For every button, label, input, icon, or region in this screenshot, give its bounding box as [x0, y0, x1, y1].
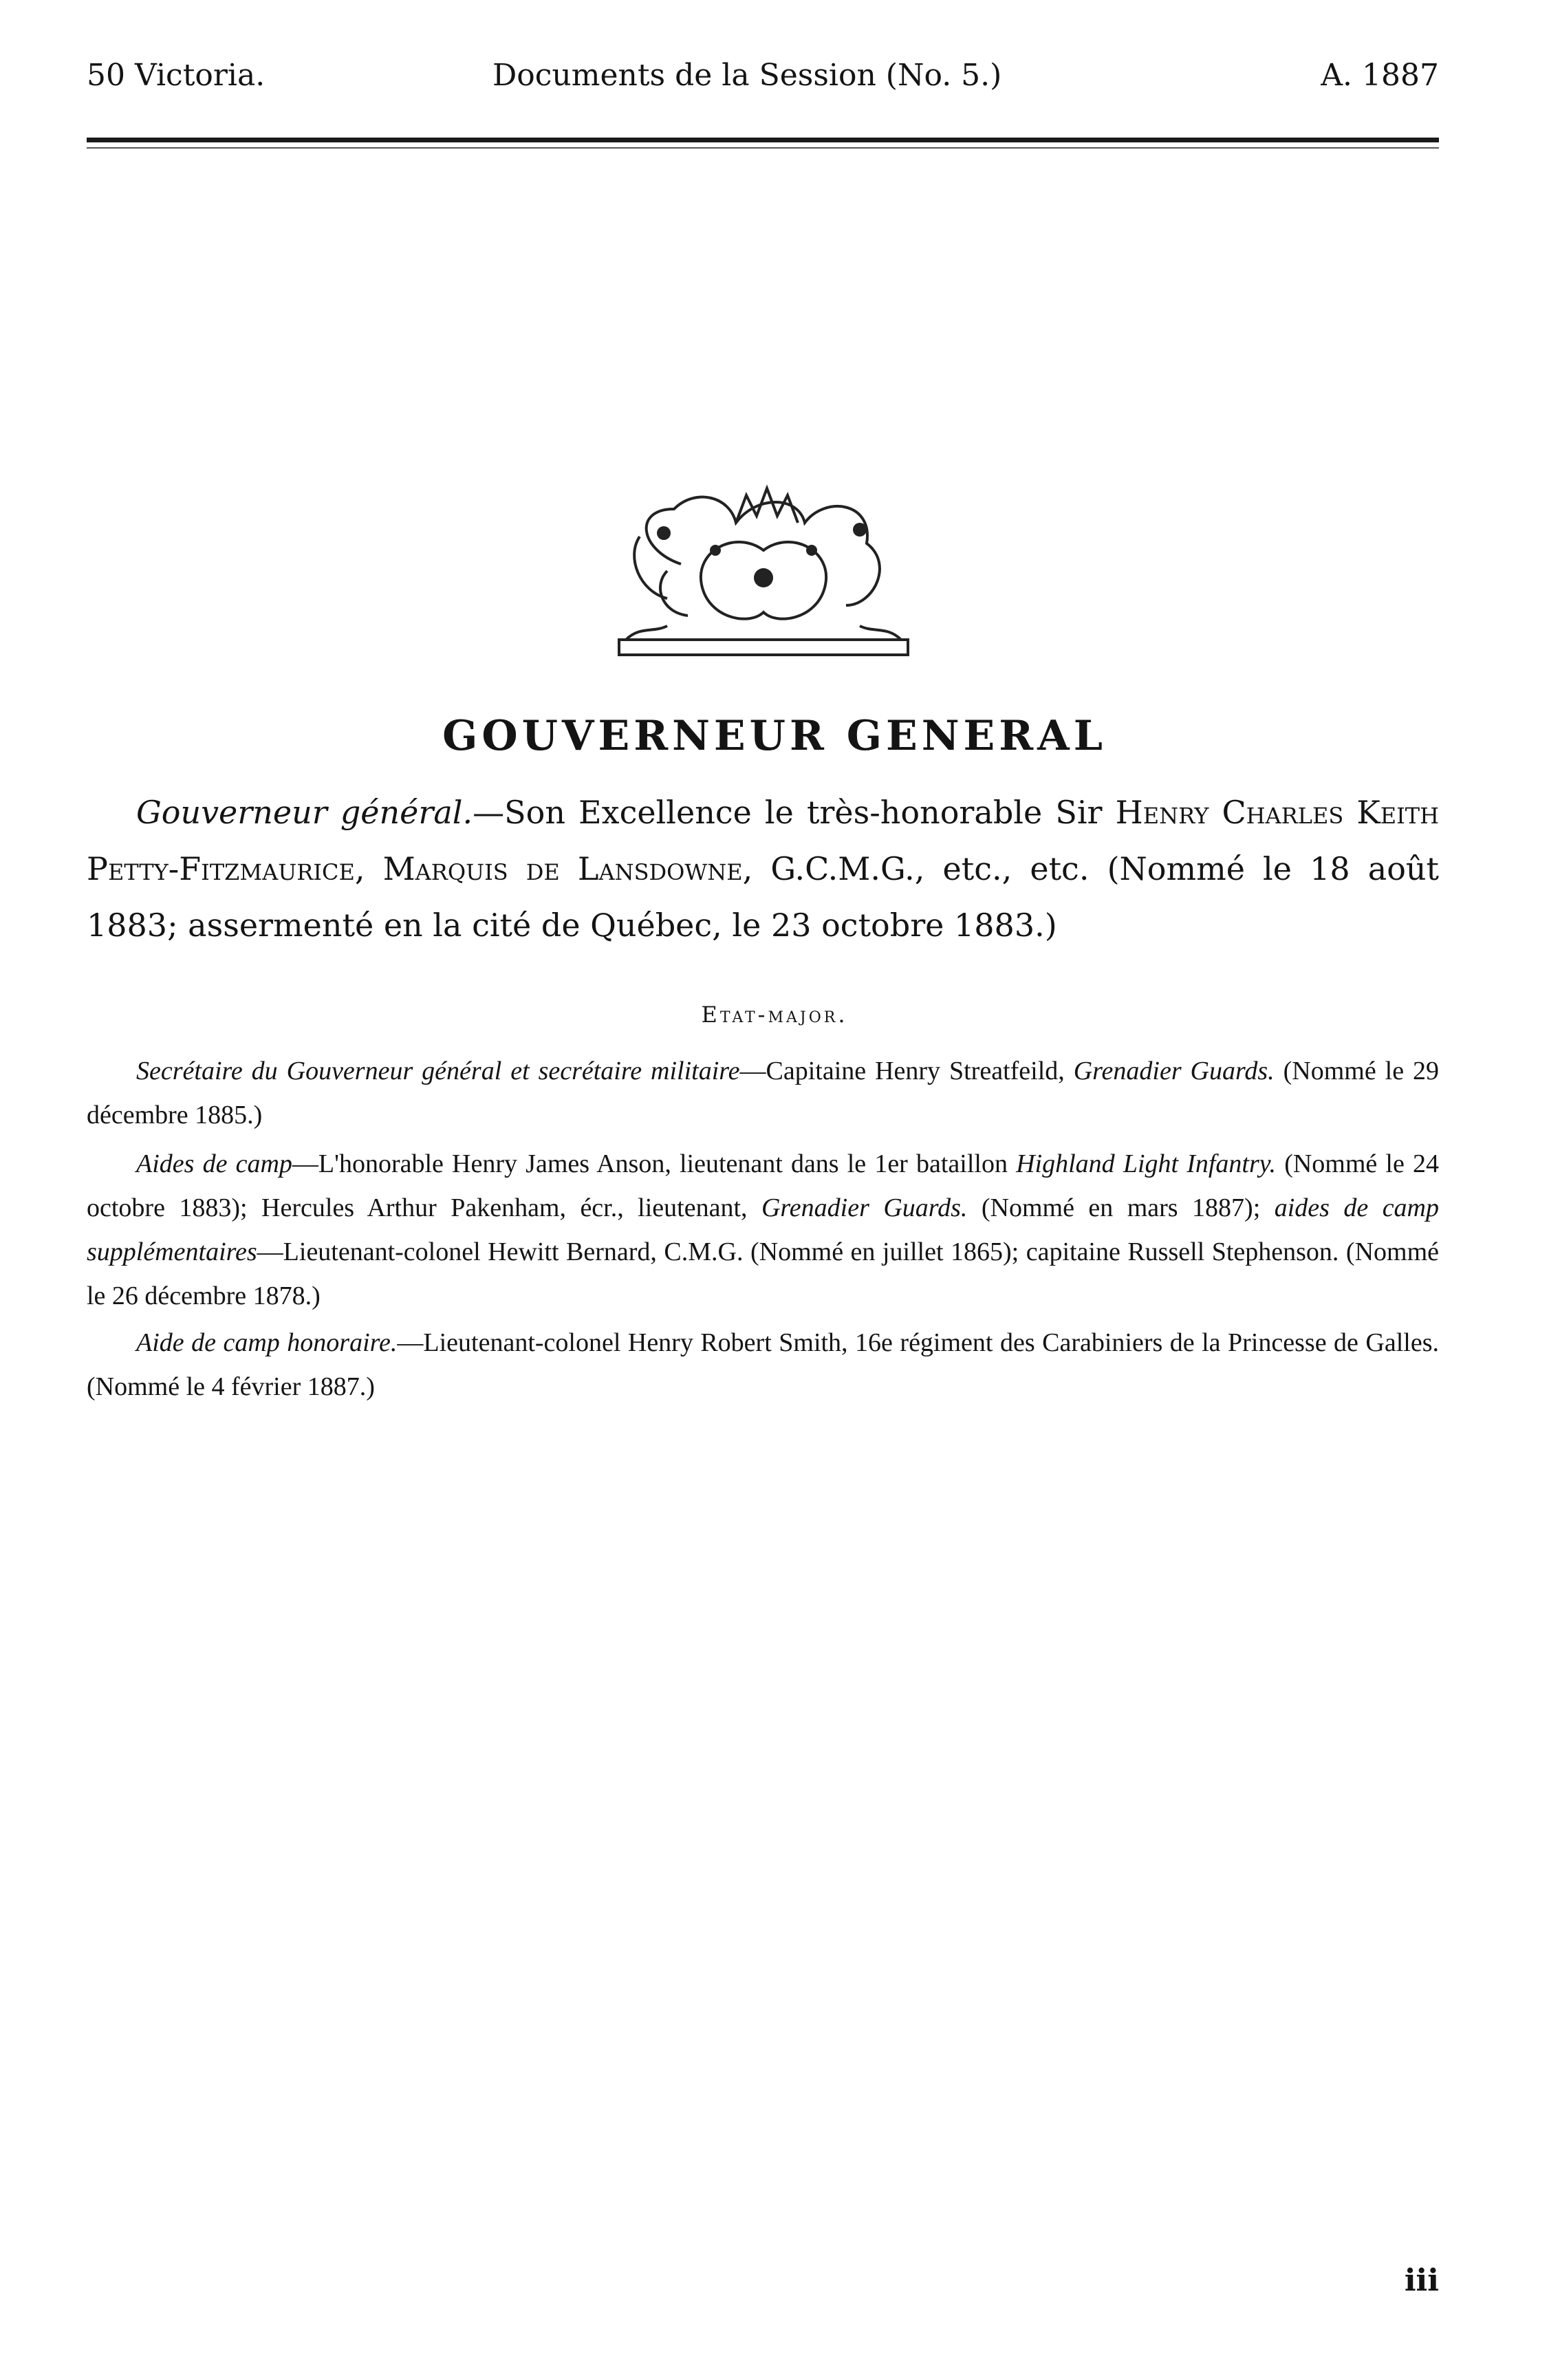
header-volume: 50 Victoria.: [87, 58, 266, 93]
running-header: [87, 48, 1439, 103]
honorary-paragraph: [87, 1321, 1439, 1409]
aides-label: Aides de camp: [136, 1149, 292, 1178]
governor-label: Gouverneur général.: [136, 794, 473, 831]
section-subhead: Etat-major.: [701, 1002, 848, 1028]
page-title: GOUVERNEUR GENERAL: [442, 712, 1107, 760]
aides-text-b: (Nommé le 24 octobre 1883); Hercules Arthur Pakenham, écr., lieutenant,: [87, 1149, 1439, 1222]
secretary-paragraph: [87, 1049, 1439, 1137]
secretary-text-a: —Capitaine Henry Streatfeild,: [739, 1057, 1074, 1085]
aides-label-b: aides de camp supplémentaires: [87, 1193, 1440, 1266]
secretary-label: Secrétaire du Gouverneur général et secrétaire militaire: [136, 1057, 740, 1085]
governor-name: Henry Charles Keith Petty-Fitzmaurice, Marquis de Lansdowne,: [87, 794, 1440, 887]
aides-unit-a: Highland Light Infantry.: [1016, 1149, 1277, 1178]
header-documents: Documents de la Session (No. 5.): [492, 58, 1002, 93]
honorary-label: Aide de camp honoraire.: [136, 1328, 398, 1357]
coat-of-arms-icon: [598, 468, 929, 667]
header-rule-thick: [87, 138, 1439, 142]
header-rule-thin: [87, 147, 1439, 149]
aides-paragraph: [87, 1142, 1439, 1318]
secretary-unit: Grenadier Guards.: [1073, 1057, 1275, 1085]
governor-text-a: —Son Excellence le très-honorable Sir: [473, 794, 1116, 831]
aides-text-c: (Nommé en mars 1887);: [967, 1193, 1275, 1222]
header-year: A. 1887: [1321, 58, 1439, 93]
governor-text-b: G.C.M.G., etc., etc. (Nommé le 18 août 1883; assermenté en la cité de Québec, le 23 octobre 1883.): [87, 850, 1440, 944]
aides-text-d: —Lieutenant-colonel Hewitt Bernard, C.M.G. (Nommé en juillet 1865); capitaine Russell Stephenson. (Nommé le 26 décembre 1878.): [87, 1237, 1439, 1310]
aides-text-a: —L'honorable Henry James Anson, lieutenant dans le 1er bataillon: [292, 1149, 1017, 1178]
page-number: iii: [1404, 2263, 1439, 2298]
governor-general-paragraph: [87, 784, 1439, 953]
secretary-text-b: (Nommé le 29 décembre 1885.): [87, 1057, 1439, 1129]
aides-unit-b: Grenadier Guards.: [761, 1193, 968, 1222]
honorary-text: —Lieutenant-colonel Henry Robert Smith, 16e régiment des Carabiniers de la Princesse de Galles. (Nommé le 4 février 1887.): [87, 1328, 1439, 1401]
